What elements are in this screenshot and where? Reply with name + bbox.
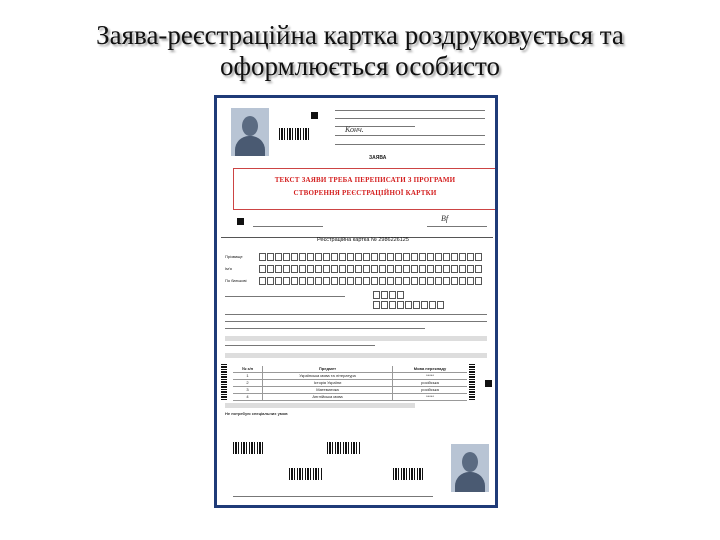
footer-line <box>233 496 433 497</box>
header-line <box>335 144 485 145</box>
slide-title-line-2: оформлюється особисто <box>220 51 500 81</box>
barcode-bottom-right <box>393 468 425 480</box>
signature-top: Конч. <box>345 125 364 134</box>
instruction-banner <box>233 168 497 210</box>
patronymic-label: По батькові <box>225 278 247 283</box>
header-line <box>335 110 485 111</box>
banner-line-1: ТЕКСТ ЗАЯВИ ТРЕБА ПЕРЕПИСАТИ З ПРОГРАМИ <box>274 176 456 184</box>
exam-table <box>233 366 467 401</box>
signature-bottom: Bf <box>441 214 449 223</box>
date-line <box>253 226 323 227</box>
document-series-cells <box>373 291 405 299</box>
applicant-photo-bottom <box>451 444 489 492</box>
surname-cells <box>259 253 483 261</box>
slide-title-line-1: Заява-реєстраційна картка роздруковується та <box>96 20 624 50</box>
exam-row: 3 Математика російська <box>233 387 467 394</box>
registration-marker <box>311 112 318 119</box>
applicant-photo-top <box>231 108 269 156</box>
header-line <box>335 135 485 136</box>
person-body-icon <box>235 136 265 156</box>
name-label: Ім'я <box>225 266 232 271</box>
signature-line <box>427 226 487 227</box>
barcode-bottom-center <box>327 442 361 454</box>
document-number-cells <box>373 301 445 309</box>
surname-label: Прізвище <box>225 254 243 259</box>
registration-form-image <box>214 95 498 508</box>
info-line <box>225 321 487 322</box>
side-barcode-right <box>469 364 475 400</box>
info-line <box>225 345 375 346</box>
exam-row: 1 Українська мова та література ***** <box>233 373 467 380</box>
exam-table-header: № з/п Предмет Мова перекладу <box>233 366 467 373</box>
exam-row: 2 Історія України російська <box>233 380 467 387</box>
registration-marker <box>237 218 244 225</box>
document-line <box>225 296 345 297</box>
special-conditions: Не потребую спеціальних умов <box>225 411 288 416</box>
barcode-top <box>279 128 311 140</box>
header-line <box>335 118 485 119</box>
barcode-bottom-mid <box>289 468 323 480</box>
registration-marker <box>485 380 492 387</box>
name-cells <box>259 265 483 273</box>
section-band <box>225 353 487 358</box>
person-head-icon <box>242 116 258 136</box>
banner-line-2: СТВОРЕННЯ РЕЄСТРАЦІЙНОЇ КАРТКИ <box>293 189 437 197</box>
registration-number: Реєстраційна картка № 2986226125 <box>317 237 409 243</box>
person-body-icon <box>455 472 485 492</box>
section-band <box>225 336 487 341</box>
side-barcode-left <box>221 364 227 400</box>
exam-row: 4 Англійська мова ***** <box>233 394 467 401</box>
barcode-bottom-left <box>233 442 263 454</box>
slide-title <box>60 20 660 82</box>
info-line <box>225 314 487 315</box>
person-head-icon <box>462 452 478 472</box>
patronymic-cells <box>259 277 483 285</box>
info-line <box>225 328 425 329</box>
form-heading: ЗАЯВА <box>369 155 387 161</box>
section-band <box>225 403 415 408</box>
